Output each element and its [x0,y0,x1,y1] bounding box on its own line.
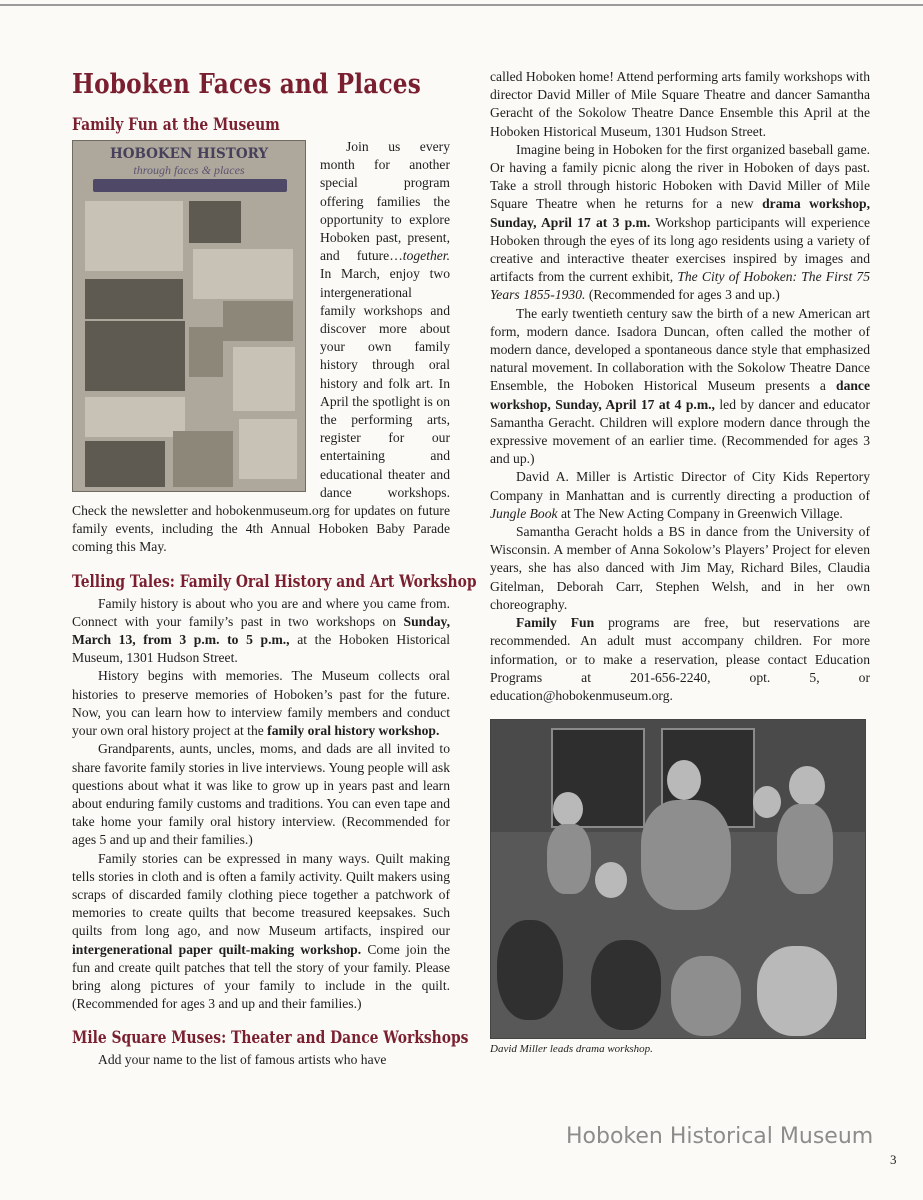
workshop-photo [490,719,866,1039]
photo-figure [757,946,837,1036]
section-heading-mile-square-muses: Mile Square Muses: Theater and Dance Workshops [72,1028,469,1048]
page-title: Hoboken Faces and Places [72,69,421,100]
photo-caption: David Miller leads drama workshop. [490,1043,653,1056]
photo-figure [641,800,731,910]
telling-tales-paragraph-3: Grandparents, aunts, uncles, moms, and dads are all invited to share favorite family stories in live interviews. Young people will ask questions about what it was like to grow up in years past and learn about enduring family customs and traditions. You can even tape and take home your family oral history interview. (Recommended for ages 5 and up and their families.) [72,741,450,848]
flyer-title: HOBOKEN HISTORY [109,146,269,162]
photo-figure [777,804,833,894]
photo-figure [595,862,627,898]
muses-paragraph-6: Family Fun programs are free, but reservations are recommended. An adult must accompany children. For more information, or to make a reservation, please contact Education Programs at 201-656-2240, opt. 5, or education@hobokenmuseum.org. [490,615,870,703]
muses-paragraph-1-continued: called Hoboken home! Attend performing arts family workshops with director David Miller of Mile Square Theatre and dancer Samantha Geracht of the Sokolow Theatre Dance Ensemble this April at the Hoboken Historical Museum, 1301 Hudson Street. [490,69,870,139]
photo-figure [667,760,701,800]
flyer-banner [93,179,287,192]
muses-paragraph-2: Imagine being in Hoboken for the first organized baseball game. Or having a family picnic along the river in Hoboken of days past. Take a stroll through historic Hoboken with David Miller of Mile Square Theatre when he returns for a new drama workshop, Sunday, April 17 at 3 p.m. Workshop participants will experience Hoboken through the eyes of its long ago residents using a variety of creative and interactive theater exercises inspired by images and artifacts from the current exhibit, The City of Hoboken: The First 75 Years 1855-1930. (Recommended for ages 3 and up.) [490,141,871,303]
flyer-image [72,140,306,492]
telling-tales-paragraph-1: Family history is about who you are and where you came from. Connect with your family’s past in two workshops on Sunday, March 13, from 3 p.m. to 5 p.m., at the Hoboken Historical Museum, 1301 Hudson Street. [72,595,451,666]
flyer-photo-block [85,279,183,319]
muses-paragraph-1-start: Add your name to the list of famous artists who have [98,1052,387,1068]
photo-figure [591,940,661,1030]
flyer-text-block [85,397,185,437]
flyer-graphic-block [223,301,293,341]
family-fun-paragraph: Join us every month for another special program offering families the opportunity to explore Hoboken past, present, and future…together. In March, enjoy two intergenerational family workshops and discover more about your own family history through oral history and folk art. In April the spotlight is on the performing arts, register for our entertaining and educational theater and dance workshops. Check the newsletter and hobokenmuseum.org for updates on future family events, including the 4th Annual Hoboken Baby Parade coming this May. [72,139,450,555]
flyer-photo-block [173,431,233,487]
flyer-photo-block [85,441,165,487]
telling-tales-paragraph-4: Family stories can be expressed in many ways. Quilt making tells stories in cloth and is often a family activity. Quilt makers using scraps of discarded family clothing piece together a patchwork of memories to create quilts that become treasured keepsakes. Such quilts from long ago, and now Museum artifacts, inspired our intergenerational paper quilt-making workshop. Come join the fun and create quilt patches that tell the story of your family. Please bring along pictures of your family to include in the quilt. (Recommended for ages 3 and up and their families.) [72,850,450,1012]
top-rule [0,4,923,6]
muses-paragraph-3: The early twentieth century saw the birth of a new American art form, modern dance. Isadora Duncan, often called the mother of modern dance, developed a spontaneous dance style that emphasized natural movement. In collaboration with the Sokolow Theatre Dance Ensemble, the Hoboken Historical Museum presents a dance workshop, Sunday, April 17 at 4 p.m., led by dancer and educator Samantha Geracht. Children will explore modern dance through the expressive movement of an earlier time. (Recommended for ages 3 and up.) [490,305,870,467]
flyer-text-block [193,249,293,299]
photo-figure [497,920,563,1020]
watermark: Hoboken Historical Museum [566,1124,874,1149]
page-number: 3 [890,1152,897,1167]
flyer-graphic-block [189,327,223,377]
section-heading-family-fun: Family Fun at the Museum [72,115,280,134]
photo-figure [553,792,583,826]
photo-figure [547,824,591,894]
telling-tales-paragraph-2: History begins with memories. The Museum collects oral histories to preserve memories of Hoboken’s past for the future. Now, you can learn how to interview family members and conduct your own oral history project at the family oral history workshop. [72,668,450,739]
photo-figure [671,956,741,1036]
left-column [72,68,477,1070]
flyer-text-block [233,347,295,411]
flyer-text-block [85,201,183,271]
muses-paragraph-5: Samantha Geracht holds a BS in dance from the University of Wisconsin. A member of Anna Sokolow’s Players’ Project for eleven years, she has also danced with Jim May, Richard Biles, Claudia Gitelman, Deborah Carr, Stephen Welsh, and in her own choreography. [490,524,870,612]
flyer-subtitle: through faces & places [133,163,245,177]
flyer-photo-block [85,321,185,391]
photo-figure [789,766,825,806]
muses-paragraph-4: David A. Miller is Artistic Director of City Kids Repertory Company in Manhattan and is currently directing a production of Jungle Book at The New Acting Company in Greenwich Village. [490,469,870,521]
right-column [490,68,870,1055]
photo-figure [753,786,781,818]
flyer-photo-block [189,201,241,243]
section-heading-telling-tales: Telling Tales: Family Oral History and Art Workshop [72,571,477,591]
flyer-text-block [239,419,297,479]
